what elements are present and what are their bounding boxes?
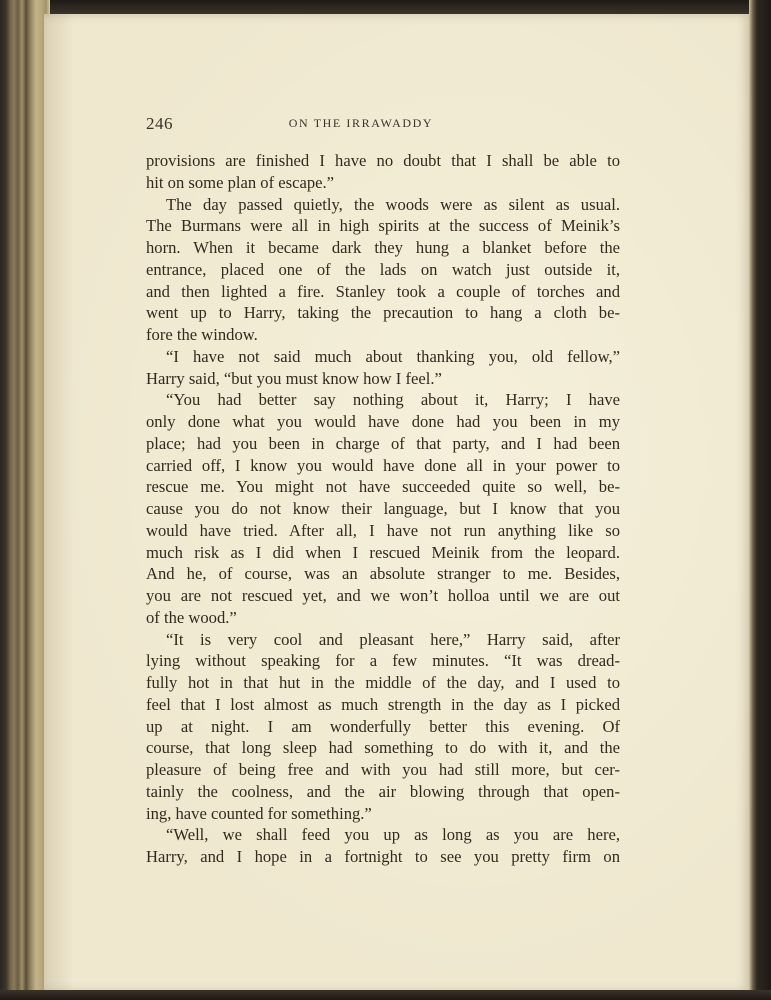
text-line: feel that I lost almost as much strength in the day as I picked xyxy=(146,694,620,714)
text-line: up at night. I am wonderfully better this evening. Of xyxy=(146,716,620,736)
text-line: only done what you would have done had you been in my xyxy=(146,412,620,431)
text-line: The Burmans were all in high spirits at the success of Meinik’s xyxy=(146,216,620,236)
text-line: fore the window. xyxy=(146,325,258,344)
text-line: would have tried. After all, I have not run anything like so xyxy=(146,520,620,540)
text-line: tainly the coolness, and the air blowing through that open- xyxy=(146,781,620,801)
text-line: entrance, placed one of the lads on watch just outside it, xyxy=(146,259,620,279)
text-line: much risk as I did when I rescued Meinik from the leopard. xyxy=(146,542,620,562)
text-line: “You had better say nothing about it, Harry; I have xyxy=(166,390,620,410)
right-book-edge xyxy=(749,0,771,1000)
text-line: carried off, I know you would have done all in your power to xyxy=(146,455,620,475)
text-line: course, that long sleep had something to do with it, and the xyxy=(146,738,620,758)
text-line: hit on some plan of escape.” xyxy=(146,172,335,192)
text-line: went up to Harry, taking the precaution to hang a cloth be- xyxy=(146,303,620,323)
text-line: and then lighted a fire. Stanley took a couple of torches and xyxy=(146,281,620,301)
text-line: horn. When it became dark they hung a blanket before the xyxy=(146,238,620,257)
top-book-edge xyxy=(0,0,771,14)
text-line: Harry, and I hope in a fortnight to see you pretty firm on xyxy=(146,847,620,866)
text-line: “It is very cool and pleasant here,” Harry said, after xyxy=(166,629,620,649)
text-line: ing, have counted for something.” xyxy=(146,803,372,823)
text-line: “Well, we shall feed you up as long as you are here, xyxy=(166,825,620,845)
bottom-book-edge xyxy=(0,990,771,1000)
page-header xyxy=(102,104,620,134)
running-head: ON THE IRRAWADDY xyxy=(288,116,434,130)
page-number: 246 xyxy=(146,114,173,133)
text-line: fully hot in that hut in the middle of the day, and I used to xyxy=(146,673,620,692)
text-line: And he, of course, was an absolute stranger to me. Besides, xyxy=(146,564,620,584)
left-book-edge xyxy=(0,0,50,1000)
text-line: lying without speaking for a few minutes. “It was dread- xyxy=(146,651,620,671)
body-text xyxy=(146,150,620,868)
text-line: The day passed quietly, the woods were as silent as usual. xyxy=(166,194,620,214)
text-line: provisions are finished I have no doubt that I shall be able to xyxy=(146,151,620,170)
text-line: rescue me. You might not have succeeded quite so well, be- xyxy=(146,477,620,497)
text-line: pleasure of being free and with you had still more, but cer- xyxy=(146,760,620,779)
text-line: “I have not said much about thanking you, old fellow,” xyxy=(166,346,620,366)
text-line: of the wood.” xyxy=(146,607,237,627)
text-line: Harry said, “but you must know how I feel.” xyxy=(146,368,442,388)
text-line: you are not rescued yet, and we won’t holloa until we are out xyxy=(146,586,620,605)
text-line: place; had you been in charge of that party, and I had been xyxy=(146,433,620,453)
text-line: cause you do not know their language, but I know that you xyxy=(146,499,620,518)
